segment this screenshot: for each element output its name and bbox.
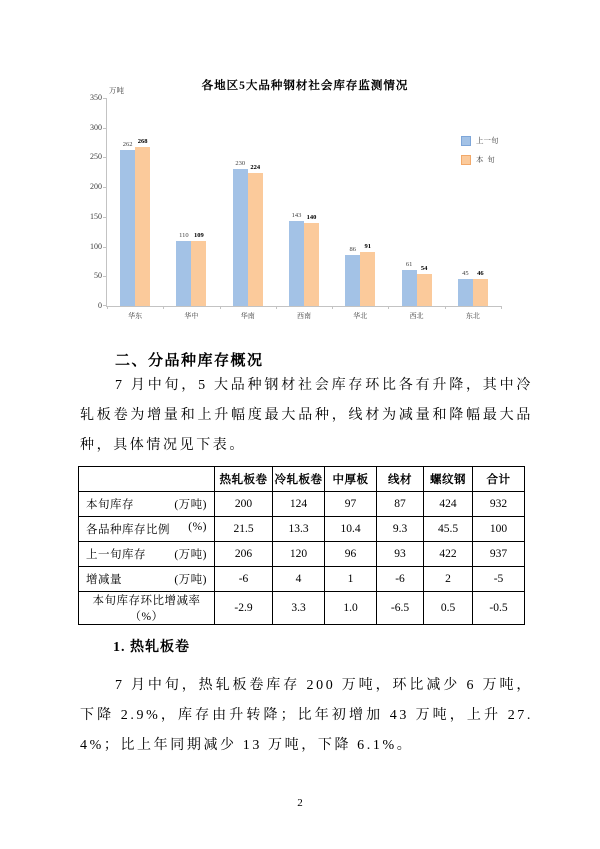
- table-cell: 4: [273, 567, 325, 592]
- table-cell: 10.4: [325, 517, 377, 542]
- x-axis-tick-mark: [445, 306, 446, 309]
- table-header-cell: 热轧板卷: [215, 467, 273, 492]
- x-axis-tick-mark: [163, 306, 164, 309]
- table-row-label-cell: [79, 542, 215, 567]
- table-cell: 1: [325, 567, 377, 592]
- table-row-label: 增减量 (万吨): [86, 574, 207, 586]
- y-axis-unit-label: 万吨: [109, 86, 124, 95]
- table-cell: -6: [377, 567, 424, 592]
- table-row-label: 本旬库存 (万吨): [86, 499, 207, 511]
- table-cell: 120: [273, 542, 325, 567]
- table-row: [79, 567, 525, 592]
- y-axis-tick-label: 250: [90, 152, 102, 162]
- y-axis-tick-label: 50: [94, 271, 102, 281]
- bar-value-label: 143: [291, 212, 302, 220]
- x-axis-category-label: 华北: [353, 312, 368, 320]
- x-axis-category-label: 东北: [465, 312, 480, 320]
- bar-current-period: [191, 241, 206, 306]
- table-header-cell: 冷轧板卷: [273, 467, 325, 492]
- x-axis-category-label: 华东: [128, 312, 143, 320]
- bar-current-period: [417, 274, 432, 306]
- bar-previous-period: [120, 150, 135, 306]
- table-cell: -0.5: [473, 592, 525, 625]
- table-cell: 1.0: [325, 592, 377, 625]
- bar-group: [107, 98, 163, 306]
- bar-current-period: [473, 279, 488, 306]
- table-cell: 124: [273, 492, 325, 517]
- x-axis-tick-mark: [388, 306, 389, 309]
- bar-value-label: 268: [137, 137, 148, 145]
- bar-group: [276, 98, 332, 306]
- table-header-row: [79, 467, 525, 492]
- y-axis-tick-label: 0: [98, 301, 102, 310]
- bar-group: [163, 98, 219, 306]
- bar-value-label: 54: [420, 264, 428, 272]
- bar-value-label: 224: [250, 163, 261, 171]
- x-axis-category-label: 西北: [409, 312, 424, 320]
- table-cell: -2.9: [215, 592, 273, 625]
- x-axis-tick-mark: [501, 306, 502, 309]
- table-header-cell: [79, 467, 215, 492]
- bar-current-period: [248, 173, 263, 306]
- bar-previous-period: [402, 270, 417, 306]
- table-cell: 0.5: [424, 592, 473, 625]
- bar-value-label: 140: [306, 213, 317, 221]
- bar-current-period: [360, 252, 375, 306]
- table-cell: 200: [215, 492, 273, 517]
- table-cell: 422: [424, 542, 473, 567]
- table-cell: 21.5: [215, 517, 273, 542]
- x-axis-category-label: 华南: [240, 312, 255, 320]
- bar-previous-period: [458, 279, 473, 306]
- subsection-paragraph: 7 月中旬，热轧板卷库存 200 万吨，环比减少 6 万吨，下降 2.9%，库存由升转降；比年初增加 43 万吨，上升 27.4%；比上年同期减少 13 万吨，下降 6.1%。: [80, 678, 533, 753]
- bar-group: [220, 98, 276, 306]
- table-cell: 45.5: [424, 517, 473, 542]
- x-axis-category-label: 华中: [184, 312, 199, 320]
- section-heading: 二、分品种库存概况: [115, 353, 264, 369]
- chart-title: 各地区5大品种钢材社会库存监测情况: [201, 80, 409, 92]
- legend-swatch-current: [461, 155, 471, 165]
- y-axis-tick-label: 300: [90, 122, 102, 132]
- bar-previous-period: [233, 169, 248, 306]
- table-header-cell: 螺纹钢: [424, 467, 473, 492]
- section-paragraph: 7 月中旬，5 大品种钢材社会库存环比各有升降，其中冷轧板卷为增量和上升幅度最大品种，线材为减量和降幅最大品种，具体情况见下表。: [80, 378, 533, 453]
- table-row-label: 各品种库存比例 (%): [86, 521, 207, 536]
- x-axis-tick-mark: [276, 306, 277, 309]
- bar-group: [388, 98, 444, 306]
- y-axis-tick-label: 350: [90, 93, 102, 102]
- table-cell: 93: [377, 542, 424, 567]
- bar-value-label: 109: [194, 232, 204, 240]
- bar-group: [332, 98, 388, 306]
- page-number: 2: [297, 797, 303, 809]
- bar-value-label: 230: [235, 160, 246, 168]
- table-cell: 932: [473, 492, 525, 517]
- y-axis-tick-label: 150: [90, 211, 102, 221]
- inventory-bar-chart: [90, 75, 555, 345]
- chart-legend: [461, 135, 499, 173]
- table-header-cell: 合计: [473, 467, 525, 492]
- table-row-label-cell: [79, 567, 215, 592]
- table-body: [79, 492, 525, 625]
- legend-item: [461, 154, 499, 165]
- table-cell: 937: [473, 542, 525, 567]
- legend-swatch-previous: [461, 136, 471, 146]
- legend-item: [461, 135, 499, 146]
- x-axis-category-label: 西南: [296, 312, 311, 320]
- table-cell: -5: [473, 567, 525, 592]
- legend-label: 上一旬: [476, 136, 499, 145]
- table-cell: 9.3: [377, 517, 424, 542]
- table-cell: 2: [424, 567, 473, 592]
- bar-previous-period: [176, 241, 191, 306]
- table-cell: -6: [215, 567, 273, 592]
- table-row-label: 本旬库存环比增减率（%）: [92, 595, 201, 623]
- y-axis-tick-label: 100: [90, 241, 102, 251]
- x-axis-tick-mark: [220, 306, 221, 309]
- bar-previous-period: [345, 255, 360, 306]
- x-axis-tick-mark: [332, 306, 333, 309]
- subsection-heading: 1. 热轧板卷: [113, 640, 190, 655]
- table-row: [79, 492, 525, 517]
- table-row-label-cell: [79, 492, 215, 517]
- table-header-cell: 中厚板: [325, 467, 377, 492]
- bar-value-label: 110: [179, 231, 189, 239]
- table-row: [79, 592, 525, 625]
- table-header-cell: 线材: [377, 467, 424, 492]
- table-cell: 87: [377, 492, 424, 517]
- table-cell: 424: [424, 492, 473, 517]
- x-axis-tick-mark: [107, 306, 108, 309]
- table-cell: 96: [325, 542, 377, 567]
- bar-value-label: 45: [462, 270, 469, 278]
- legend-label: 本 旬: [476, 155, 495, 164]
- y-axis-tick-label: 200: [90, 182, 102, 192]
- table-row-label: 上一旬库存 (万吨): [86, 549, 207, 561]
- table-cell: 13.3: [273, 517, 325, 542]
- bar-current-period: [304, 223, 319, 306]
- table-cell: 3.3: [273, 592, 325, 625]
- bar-value-label: 262: [122, 141, 133, 149]
- inventory-table: [78, 466, 525, 625]
- bar-value-label: 86: [349, 245, 357, 253]
- table-cell: 206: [215, 542, 273, 567]
- table-row: [79, 517, 525, 542]
- table-cell: 97: [325, 492, 377, 517]
- chart-plot: [90, 93, 501, 320]
- bar-group: [445, 98, 501, 306]
- bar-value-label: 91: [364, 242, 372, 250]
- bar-current-period: [135, 147, 150, 306]
- table-row-label-cell: [79, 517, 215, 542]
- bar-previous-period: [289, 221, 304, 306]
- table-cell: -6.5: [377, 592, 424, 625]
- bar-value-label: 61: [405, 260, 413, 268]
- table-row: [79, 542, 525, 567]
- table-cell: 100: [473, 517, 525, 542]
- table-row-label-cell: [79, 592, 215, 625]
- bar-value-label: 46: [477, 269, 484, 277]
